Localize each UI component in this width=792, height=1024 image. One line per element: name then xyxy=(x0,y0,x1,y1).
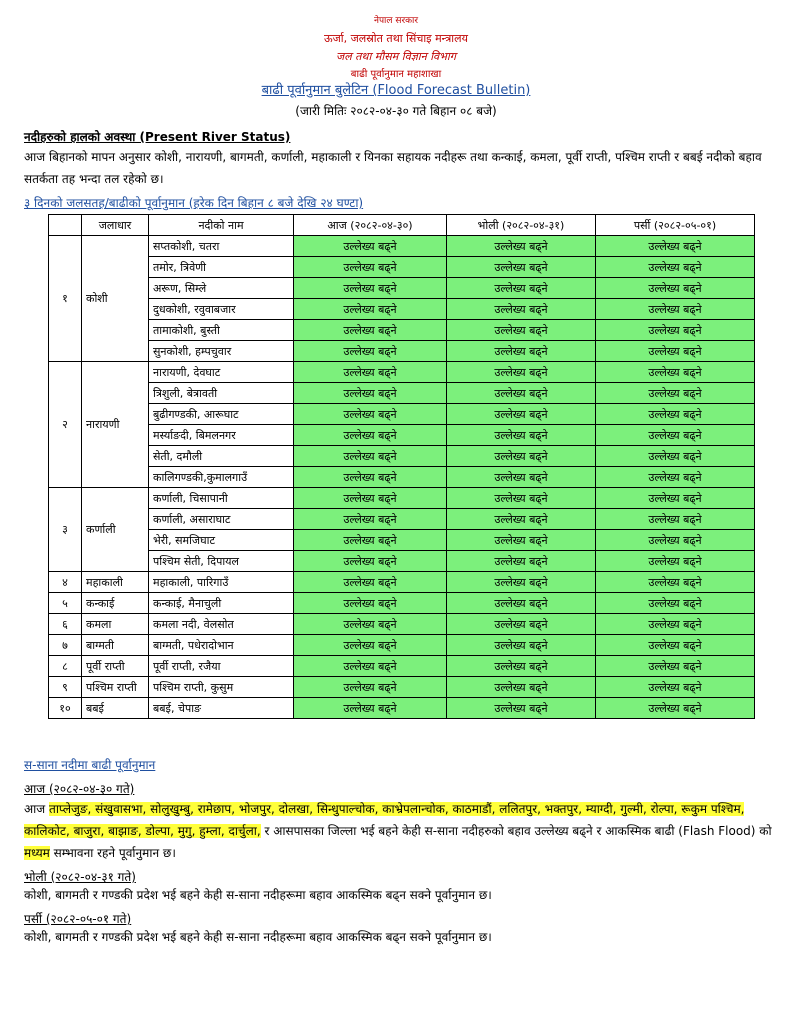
forecast-cell-d3: उल्लेख्य बढ्ने xyxy=(596,677,755,698)
table-row xyxy=(49,551,755,572)
station-name: कालिगण्डकी,कुमालगाउँ xyxy=(149,467,294,488)
present-status-text: आज बिहानको मापन अनुसार कोशी, नारायणी, बागमती, कर्णाली, महाकाली र यिनका सहायक नदीहरू तथा कन्काई, कमला, पूर्वी राप्ती, पश्चिम राप्ती र बबई नदीको बहाव सतर्कता तह भन्दा तल रहेको छ। xyxy=(24,150,762,186)
forecast-cell-d2: उल्लेख्य बढ्ने xyxy=(447,488,596,509)
station-name: पश्चिम राप्ती, कुसुम xyxy=(149,677,294,698)
forecast-cell-d3: उल्लेख्य बढ्ने xyxy=(596,698,755,719)
forecast-cell-d3: उल्लेख्य बढ्ने xyxy=(596,509,755,530)
basin-number: ८ xyxy=(49,656,82,677)
forecast-cell-d3: उल्लेख्य बढ्ने xyxy=(596,593,755,614)
forecast-cell-d3: उल्लेख्य बढ्ने xyxy=(596,383,755,404)
forecast-cell-d3: उल्लेख्य बढ्ने xyxy=(596,278,755,299)
forecast-cell-d3: उल्लेख्य बढ्ने xyxy=(596,467,755,488)
table-row xyxy=(49,236,755,257)
station-name: नारायणी, देवघाट xyxy=(149,362,294,383)
station-name: बुढीगण्डकी, आरूघाट xyxy=(149,404,294,425)
forecast-cell-d3: उल्लेख्य बढ्ने xyxy=(596,362,755,383)
basin-number: १० xyxy=(49,698,82,719)
forecast-cell-d3: उल्लेख्य बढ्ने xyxy=(596,425,755,446)
forecast-cell-d2: उल्लेख्य बढ्ने xyxy=(447,299,596,320)
forecast-cell-d1: उल्लेख्य बढ्ने xyxy=(294,236,447,257)
forecast-cell-d2: उल्लेख्य बढ्ने xyxy=(447,530,596,551)
forecast-heading: ३ दिनको जलसतह/बाढीको पूर्वानुमान (हरेक दिन बिहान ८ बजे देखि २४ घण्टा) xyxy=(24,196,364,210)
station-name: पूर्वी राप्ती, रजैया xyxy=(149,656,294,677)
tomorrow-text: कोशी, बागमती र गण्डकी प्रदेश भई बहने केही स-साना नदीहरूमा बहाव आकस्मिक बढ्न सक्ने पूर्वानुमान छ। xyxy=(24,888,492,902)
table-row xyxy=(49,635,755,656)
forecast-cell-d1: उल्लेख्य बढ्ने xyxy=(294,299,447,320)
basin-number: ६ xyxy=(49,614,82,635)
forecast-cell-d3: उल्लेख्य बढ्ने xyxy=(596,404,755,425)
table-row xyxy=(49,593,755,614)
forecast-cell-d1: उल्लेख्य बढ्ने xyxy=(294,362,447,383)
dayafter-text: कोशी, बागमती र गण्डकी प्रदेश भई बहने केही स-साना नदीहरूमा बहाव आकस्मिक बढ्न सक्ने पूर्वानुमान छ। xyxy=(24,930,492,944)
forecast-cell-d2: उल्लेख्य बढ्ने xyxy=(447,467,596,488)
table-row xyxy=(49,404,755,425)
basin-number: ५ xyxy=(49,593,82,614)
forecast-cell-d1: उल्लेख्य बढ्ने xyxy=(294,509,447,530)
station-name: त्रिशुली, बेत्रावती xyxy=(149,383,294,404)
table-row xyxy=(49,572,755,593)
station-name: तमोर, त्रिवेणी xyxy=(149,257,294,278)
table-row xyxy=(49,488,755,509)
forecast-cell-d1: उल्लेख्य बढ्ने xyxy=(294,278,447,299)
col-dayafter: पर्सी (२०८२-०५-०१) xyxy=(596,215,755,236)
forecast-cell-d2: उल्लेख्य बढ्ने xyxy=(447,656,596,677)
forecast-cell-d2: उल्लेख्य बढ्ने xyxy=(447,614,596,635)
forecast-cell-d1: उल्लेख्य बढ्ने xyxy=(294,320,447,341)
today-mid: र आसपासका जिल्ला भई बहने केही स-साना नदीहरुको बहाव उल्लेख्य बढ्ने र आकस्मिक बाढी (Flash Flood) को xyxy=(260,824,772,838)
forecast-cell-d1: उल्लेख्य बढ्ने xyxy=(294,341,447,362)
forecast-cell-d1: उल्लेख्य बढ्ने xyxy=(294,404,447,425)
station-name: बाग्मती, पधेरादोभान xyxy=(149,635,294,656)
today-text xyxy=(24,798,774,864)
col-num xyxy=(49,215,82,236)
forecast-cell-d2: उल्लेख्य बढ्ने xyxy=(447,425,596,446)
highlighted-districts: ताप्लेजुङ, संखुवासभा, सोलुखुम्बु, रामेछाप, भोजपुर, दोलखा, सिन्धुपाल्चोक, काभ्रेपलान्चोक, काठमाडौं, ललितपुर, भक्तपुर, म्याग्दी, गुल्मी, रोल्पा, रूकुम पश्चिम, कालिकोट, बाजुरा, बाझाङ, डोल्पा, मुगु, हुम्ला, दार्चुला, xyxy=(24,802,745,838)
table-row xyxy=(49,509,755,530)
table-row xyxy=(49,677,755,698)
forecast-cell-d1: उल्लेख्य बढ्ने xyxy=(294,425,447,446)
risk-level: मध्यम xyxy=(24,846,50,860)
basin-name: कन्काई xyxy=(82,593,149,614)
forecast-cell-d2: उल्लेख्य बढ्ने xyxy=(447,551,596,572)
station-name: सेती, दमौली xyxy=(149,446,294,467)
station-name: भेरी, समजिघाट xyxy=(149,530,294,551)
col-tomorrow: भोली (२०८२-०४-३१) xyxy=(447,215,596,236)
forecast-cell-d2: उल्लेख्य बढ्ने xyxy=(447,446,596,467)
today-prefix: आज xyxy=(24,802,49,816)
station-name: कमला नदी, वेलसोत xyxy=(149,614,294,635)
forecast-cell-d2: उल्लेख्य बढ्ने xyxy=(447,278,596,299)
forecast-cell-d1: उल्लेख्य बढ्ने xyxy=(294,488,447,509)
station-name: बबई, चेपाङ xyxy=(149,698,294,719)
basin-number: २ xyxy=(49,362,82,488)
forecast-cell-d1: उल्लेख्य बढ्ने xyxy=(294,698,447,719)
basin-number: ९ xyxy=(49,677,82,698)
station-name: सुनकोशी, हम्पचुवार xyxy=(149,341,294,362)
basin-name: कोशी xyxy=(82,236,149,362)
table-row xyxy=(49,320,755,341)
today-suffix: सम्भावना रहने पूर्वानुमान छ। xyxy=(49,846,176,860)
small-rivers-heading: स-साना नदीमा बाढी पूर्वानुमान xyxy=(24,758,156,772)
forecast-cell-d2: उल्लेख्य बढ्ने xyxy=(447,635,596,656)
forecast-cell-d3: उल्लेख्य बढ्ने xyxy=(596,320,755,341)
department-name: जल तथा मौसम विज्ञान विभाग xyxy=(336,50,456,63)
ministry-name: ऊर्जा, जलस्रोत तथा सिंचाइ मन्त्रालय xyxy=(324,32,468,45)
station-name: मर्स्याङदी, बिमलनगर xyxy=(149,425,294,446)
table-row xyxy=(49,467,755,488)
forecast-cell-d2: उल्लेख्य बढ्ने xyxy=(447,593,596,614)
table-row xyxy=(49,257,755,278)
basin-name: महाकाली xyxy=(82,572,149,593)
table-row xyxy=(49,614,755,635)
forecast-cell-d1: उल्लेख्य बढ्ने xyxy=(294,467,447,488)
basin-name: बाग्मती xyxy=(82,635,149,656)
basin-number: ३ xyxy=(49,488,82,572)
table-row xyxy=(49,656,755,677)
basin-name: कर्णाली xyxy=(82,488,149,572)
forecast-cell-d1: उल्लेख्य बढ्ने xyxy=(294,614,447,635)
table-header-row xyxy=(49,215,755,236)
table-row xyxy=(49,530,755,551)
forecast-cell-d2: उल्लेख्य बढ्ने xyxy=(447,509,596,530)
forecast-cell-d3: उल्लेख्य बढ्ने xyxy=(596,236,755,257)
station-name: कर्णाली, चिसापानी xyxy=(149,488,294,509)
forecast-cell-d3: उल्लेख्य बढ्ने xyxy=(596,488,755,509)
issue-date: (जारी मितिः २०८२-०४-३० गते बिहान ०८ बजे) xyxy=(295,104,497,118)
table-row xyxy=(49,698,755,719)
forecast-cell-d1: उल्लेख्य बढ्ने xyxy=(294,593,447,614)
tomorrow-heading: भोली (२०८२-०४-३१ गते) xyxy=(24,870,136,884)
gov-name: नेपाल सरकार xyxy=(373,16,419,26)
letterhead xyxy=(0,12,792,84)
forecast-cell-d2: उल्लेख्य बढ्ने xyxy=(447,383,596,404)
forecast-cell-d3: उल्लेख्य बढ्ने xyxy=(596,635,755,656)
forecast-cell-d1: उल्लेख्य बढ्ने xyxy=(294,530,447,551)
division-name: बाढी पूर्वानुमान महाशाखा xyxy=(350,69,442,80)
forecast-table-body xyxy=(49,236,755,719)
station-name: सप्तकोशी, चतरा xyxy=(149,236,294,257)
present-status-heading: नदीहरुको हालको अवस्था (Present River Status) xyxy=(24,130,291,144)
table-row xyxy=(49,383,755,404)
forecast-cell-d1: उल्लेख्य बढ्ने xyxy=(294,656,447,677)
station-name: कन्काई, मैनाचुली xyxy=(149,593,294,614)
forecast-cell-d2: उल्लेख्य बढ्ने xyxy=(447,404,596,425)
basin-number: ७ xyxy=(49,635,82,656)
forecast-cell-d2: उल्लेख्य बढ्ने xyxy=(447,320,596,341)
table-row xyxy=(49,425,755,446)
col-basin: जलाधार xyxy=(82,215,149,236)
forecast-cell-d2: उल्लेख्य बढ्ने xyxy=(447,362,596,383)
forecast-cell-d1: उल्लेख्य बढ्ने xyxy=(294,551,447,572)
forecast-cell-d2: उल्लेख्य बढ्ने xyxy=(447,572,596,593)
table-row xyxy=(49,299,755,320)
forecast-cell-d1: उल्लेख्य बढ्ने xyxy=(294,572,447,593)
station-name: कर्णाली, असाराघाट xyxy=(149,509,294,530)
forecast-cell-d1: उल्लेख्य बढ्ने xyxy=(294,383,447,404)
forecast-cell-d2: उल्लेख्य बढ्ने xyxy=(447,341,596,362)
station-name: अरूण, सिम्ले xyxy=(149,278,294,299)
basin-name: बबई xyxy=(82,698,149,719)
forecast-cell-d1: उल्लेख्य बढ्ने xyxy=(294,635,447,656)
table-row xyxy=(49,278,755,299)
forecast-table xyxy=(48,214,755,719)
forecast-cell-d2: उल्लेख्य बढ्ने xyxy=(447,257,596,278)
forecast-cell-d2: उल्लेख्य बढ्ने xyxy=(447,236,596,257)
table-row xyxy=(49,341,755,362)
forecast-cell-d2: उल्लेख्य बढ्ने xyxy=(447,677,596,698)
forecast-cell-d1: उल्लेख्य बढ्ने xyxy=(294,257,447,278)
basin-number: ४ xyxy=(49,572,82,593)
station-name: पश्चिम सेती, दिपायल xyxy=(149,551,294,572)
basin-name: पूर्वी राप्ती xyxy=(82,656,149,677)
station-name: महाकाली, पारिगाउँ xyxy=(149,572,294,593)
forecast-cell-d3: उल्लेख्य बढ्ने xyxy=(596,299,755,320)
forecast-cell-d3: उल्लेख्य बढ्ने xyxy=(596,656,755,677)
basin-number: १ xyxy=(49,236,82,362)
table-row xyxy=(49,446,755,467)
basin-name: कमला xyxy=(82,614,149,635)
col-today: आज (२०८२-०४-३०) xyxy=(294,215,447,236)
forecast-cell-d3: उल्लेख्य बढ्ने xyxy=(596,530,755,551)
forecast-cell-d1: उल्लेख्य बढ्ने xyxy=(294,446,447,467)
forecast-cell-d3: उल्लेख्य बढ्ने xyxy=(596,257,755,278)
forecast-cell-d3: उल्लेख्य बढ्ने xyxy=(596,551,755,572)
basin-name: नारायणी xyxy=(82,362,149,488)
forecast-cell-d3: उल्लेख्य बढ्ने xyxy=(596,446,755,467)
col-station: नदीको नाम xyxy=(149,215,294,236)
basin-name: पश्चिम राप्ती xyxy=(82,677,149,698)
station-name: दुधकोशी, रवुवाबजार xyxy=(149,299,294,320)
station-name: तामाकोशी, बुस्ती xyxy=(149,320,294,341)
dayafter-heading: पर्सी (२०८२-०५-०१ गते) xyxy=(24,912,132,926)
forecast-cell-d2: उल्लेख्य बढ्ने xyxy=(447,698,596,719)
bulletin-title: बाढी पूर्वानुमान बुलेटिन (Flood Forecast Bulletin) xyxy=(261,83,531,98)
table-row xyxy=(49,362,755,383)
forecast-cell-d3: उल्लेख्य बढ्ने xyxy=(596,341,755,362)
today-heading: आज (२०८२-०४-३० गते) xyxy=(24,782,135,796)
forecast-cell-d3: उल्लेख्य बढ्ने xyxy=(596,614,755,635)
forecast-cell-d1: उल्लेख्य बढ्ने xyxy=(294,677,447,698)
forecast-cell-d3: उल्लेख्य बढ्ने xyxy=(596,572,755,593)
